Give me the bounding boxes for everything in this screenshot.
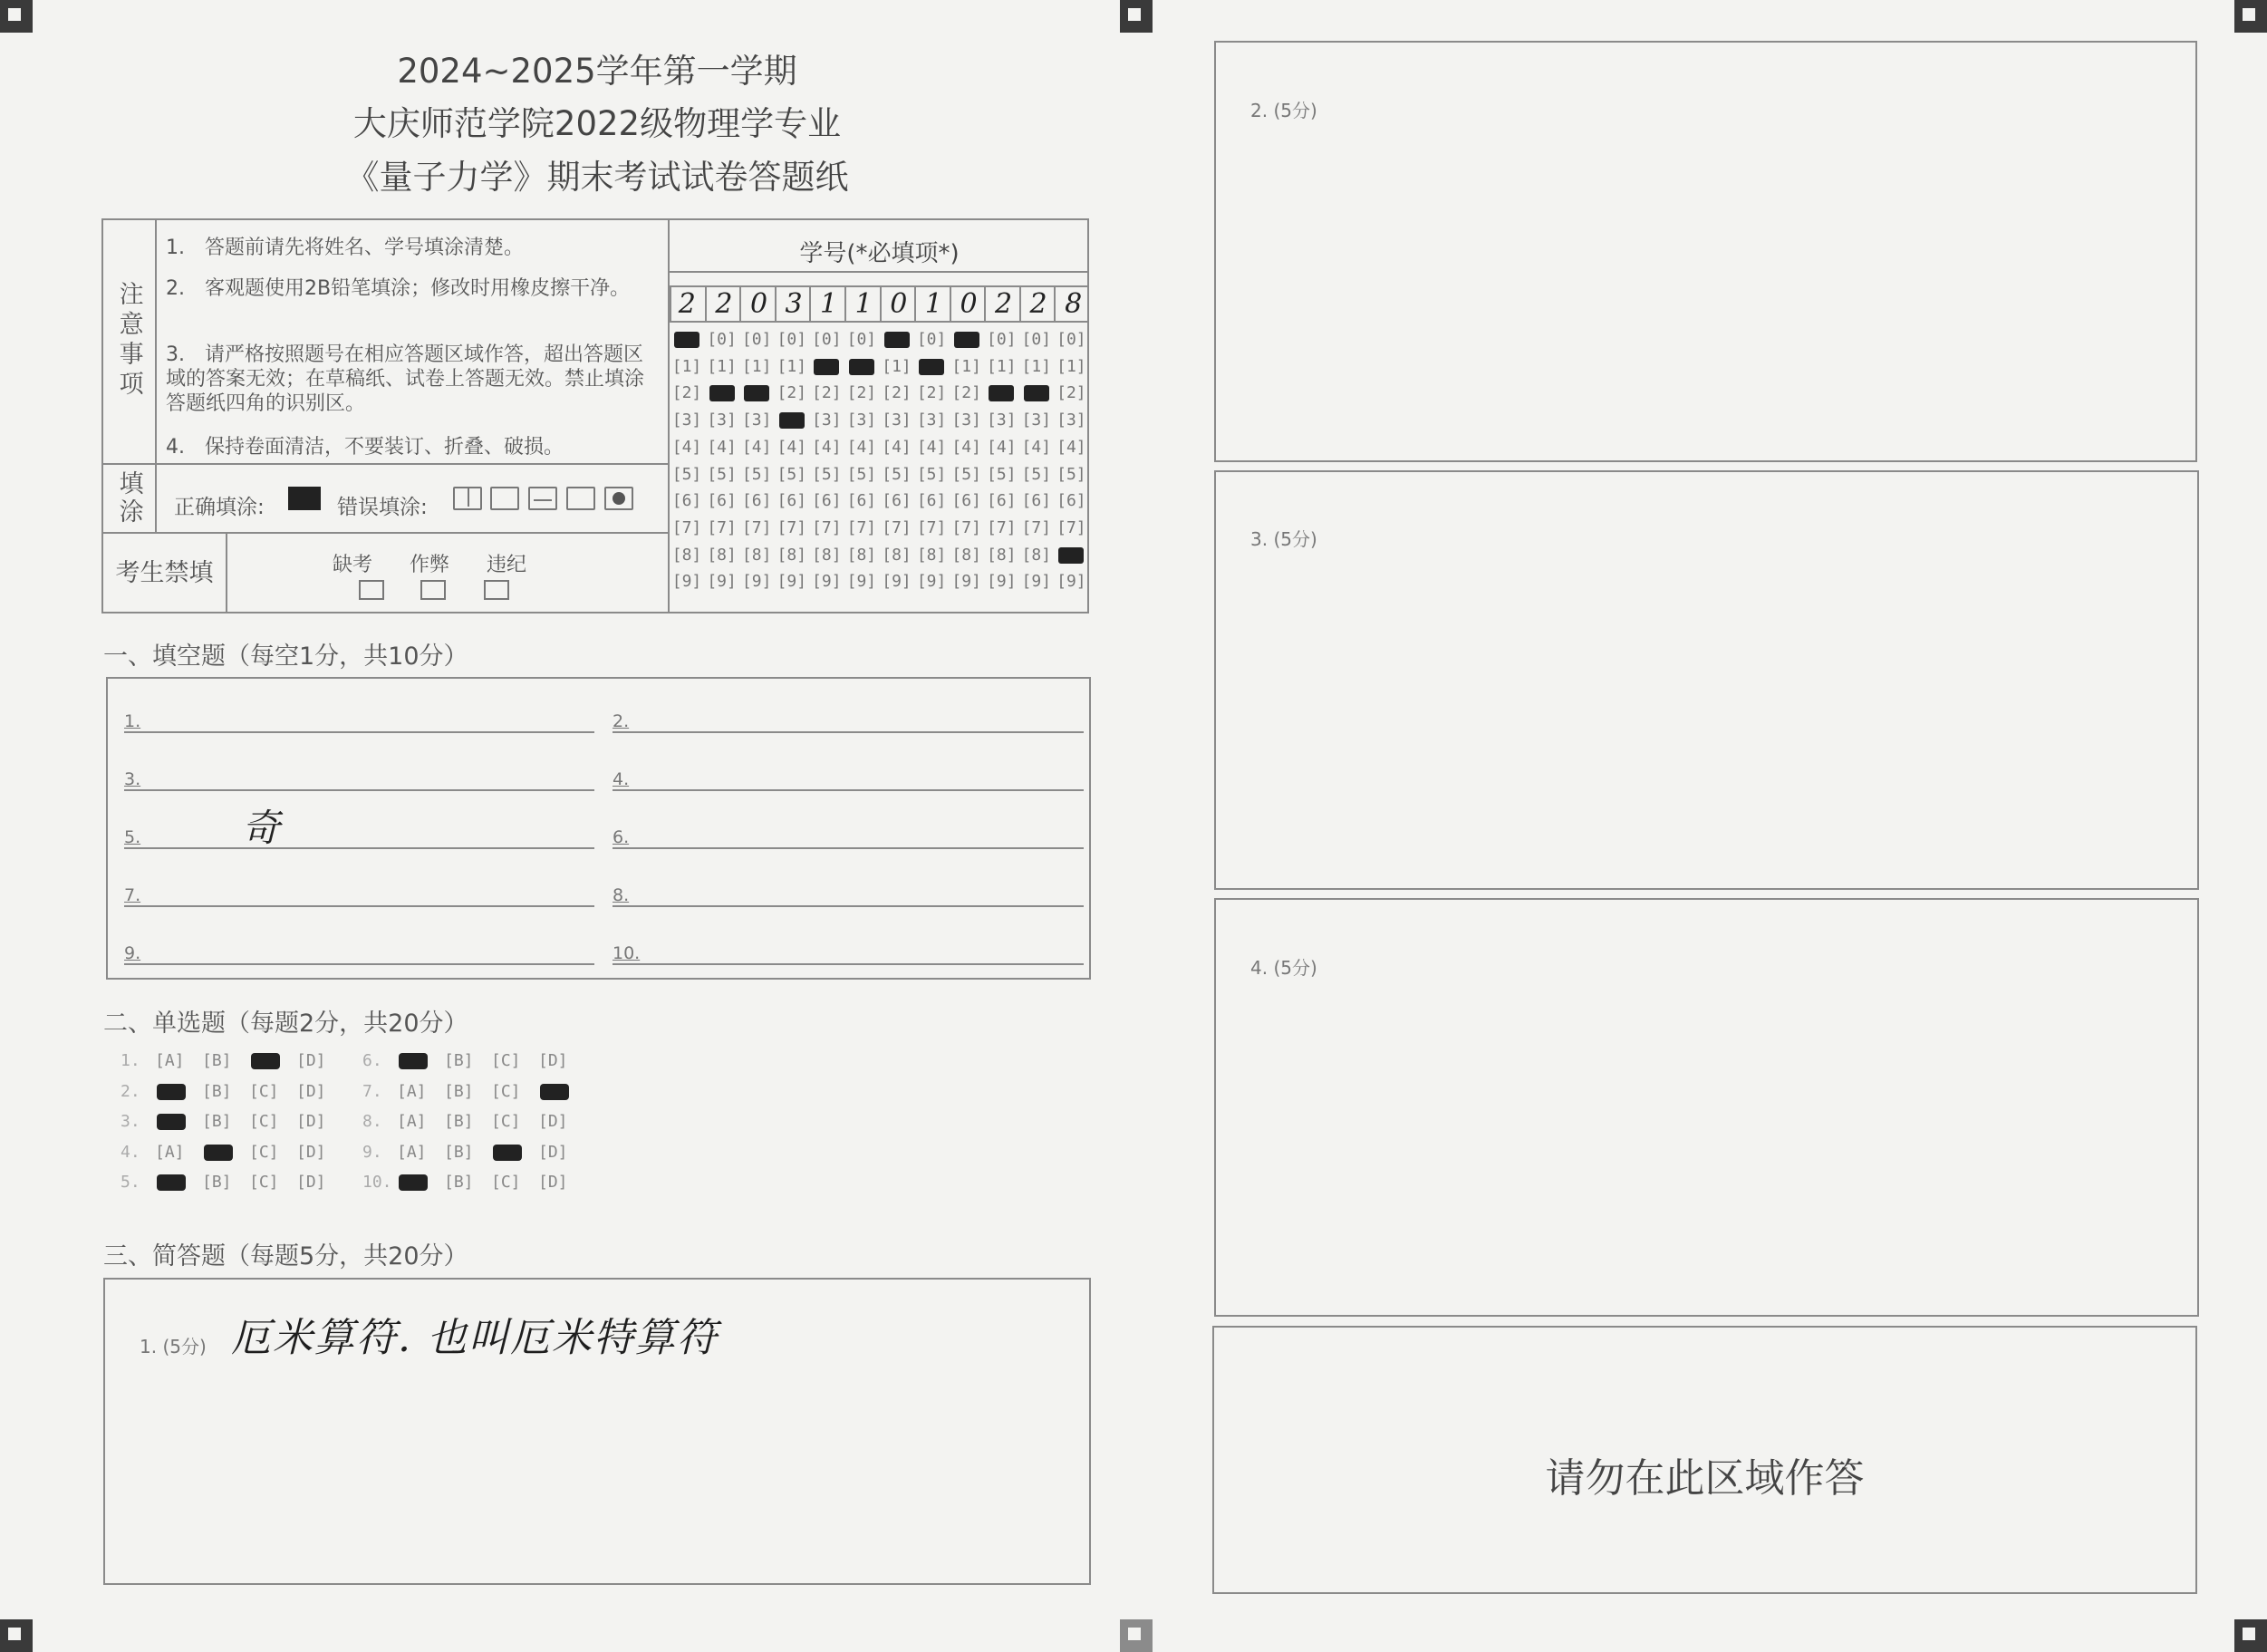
single-choice-option[interactable]: [C] [491, 1173, 521, 1192]
header-exam-title: 《量子力学》期末考试试卷答题纸 [345, 158, 849, 197]
forbidden-violation-label: 违纪 [487, 554, 527, 576]
fill-blank-line[interactable] [613, 876, 1084, 907]
wrong-sample-dot-mark [613, 492, 625, 505]
student-id-bubble[interactable]: [8] [987, 545, 1017, 565]
student-id-bubble[interactable]: [8] [882, 545, 912, 565]
notice-item-3: 3. 请严格按照题号在相应答题区域作答，超出答题区域的答案无效；在草稿纸、试卷上答题无效。禁止填涂答题纸四角的识别区。 [166, 343, 645, 415]
student-id-bubble[interactable]: [4] [812, 437, 842, 457]
single-choice-option[interactable]: [B] [202, 1112, 232, 1131]
single-choice-option-filled[interactable] [397, 1172, 444, 1193]
single-choice-row [121, 1142, 343, 1164]
student-id-digit: 2 [984, 286, 1021, 322]
student-id-title-rule [670, 271, 1089, 273]
student-id-bubble[interactable]: [2] [1056, 383, 1086, 403]
student-id-bubble[interactable]: [5] [916, 464, 947, 484]
student-id-bubble[interactable]: [2] [846, 383, 877, 403]
student-id-bubble[interactable]: [6] [741, 491, 772, 511]
fill-blank-line[interactable] [124, 934, 594, 965]
single-choice-option-filled[interactable] [202, 1142, 249, 1164]
single-choice-number: 3. [121, 1112, 140, 1131]
student-id-bubble[interactable]: [3] [707, 411, 737, 430]
student-id-bubble[interactable]: [5] [812, 464, 842, 484]
corner-marker-bottom-middle [1120, 1619, 1153, 1652]
student-id-bubble[interactable]: [4] [882, 437, 912, 457]
short-answer-3-label: 3. (5分) [1250, 528, 1317, 550]
student-id-bubble[interactable]: [4] [951, 437, 981, 457]
forbidden-label: 考生禁填 [115, 558, 214, 587]
single-choice-number: 8. [362, 1112, 382, 1131]
student-id-bubble[interactable]: [9] [916, 572, 947, 592]
short-answer-box-3 [1214, 470, 2199, 890]
single-choice-row [121, 1050, 343, 1072]
single-choice-option-filled[interactable] [155, 1172, 202, 1193]
student-id-bubble[interactable]: [0] [707, 330, 737, 349]
student-id-bubble[interactable]: [7] [1056, 517, 1086, 537]
student-id-bubble[interactable]: [1] [741, 356, 772, 376]
fill-blank-line[interactable] [613, 818, 1084, 849]
notice-label [101, 218, 155, 463]
notice-label-divider [155, 218, 157, 532]
student-id-bubble[interactable]: [7] [987, 517, 1017, 537]
forbidden-absent-label: 缺考 [333, 554, 373, 576]
fill-blank-number: 8. [613, 885, 630, 905]
fill-blank-line[interactable] [613, 760, 1084, 791]
forbidden-label-divider [226, 532, 227, 613]
notice-item-1: 1. 答题前请先将姓名、学号填涂清楚。 [166, 237, 524, 259]
short-answer-1-label: 1. (5分) [140, 1336, 207, 1357]
student-id-bubble[interactable]: [0] [1021, 330, 1052, 349]
notice-row-divider-1 [101, 463, 669, 465]
single-choice-option[interactable]: [D] [296, 1081, 326, 1101]
single-choice-option[interactable]: [D] [296, 1112, 326, 1131]
fill-blank-line[interactable] [613, 934, 1084, 965]
student-id-bubble[interactable]: [0] [741, 330, 772, 349]
student-id-bubble-filled[interactable] [707, 383, 738, 403]
student-id-bubble-filled[interactable] [1056, 546, 1086, 565]
single-choice-option[interactable]: [D] [296, 1142, 326, 1162]
student-id-digit: 3 [775, 286, 812, 322]
wrong-sample-dash [528, 487, 557, 510]
student-id-bubble[interactable]: [6] [1056, 491, 1086, 511]
student-id-bubble[interactable]: [4] [707, 437, 737, 457]
fill-label [101, 465, 155, 532]
single-choice-option[interactable]: [A] [397, 1081, 427, 1101]
student-id-bubble[interactable]: [6] [987, 491, 1017, 511]
fill-blank-number: 4. [613, 769, 630, 789]
single-choice-number: 2. [121, 1081, 140, 1101]
student-id-bubble[interactable]: [4] [1021, 437, 1052, 457]
student-id-bubble[interactable]: [1] [1056, 356, 1086, 376]
student-id-bubble[interactable]: [7] [846, 517, 877, 537]
single-choice-option[interactable]: [C] [491, 1112, 521, 1131]
student-id-bubble[interactable]: [0] [812, 330, 842, 349]
student-id-bubble[interactable]: [9] [1056, 572, 1086, 592]
student-id-bubble[interactable]: [4] [916, 437, 947, 457]
student-id-bubble[interactable]: [0] [777, 330, 807, 349]
single-choice-number: 9. [362, 1142, 382, 1162]
student-id-bubble-filled[interactable] [986, 383, 1017, 403]
student-id-bubble[interactable]: [9] [777, 572, 807, 592]
fill-label-text: 填涂 [114, 470, 143, 527]
student-id-bubble[interactable]: [7] [916, 517, 947, 537]
notice-item-2: 2. 客观题使用2B铅笔填涂；修改时用橡皮擦干净。 [166, 277, 631, 300]
single-choice-row [362, 1081, 585, 1103]
short-answer-1-response: 厄米算符. 也叫厄米特算符 [231, 1315, 719, 1361]
fill-blank-number: 9. [124, 943, 141, 963]
single-choice-option-filled[interactable] [397, 1050, 444, 1072]
student-id-bubble[interactable]: [9] [707, 572, 737, 592]
student-id-bubble[interactable]: [8] [671, 545, 702, 565]
student-id-bubble[interactable]: [3] [1056, 411, 1086, 430]
single-choice-number: 1. [121, 1051, 140, 1070]
student-id-bubble[interactable]: [6] [882, 491, 912, 511]
student-id-bubble[interactable]: [9] [671, 572, 702, 592]
student-id-bubble[interactable]: [6] [846, 491, 877, 511]
student-id-bubble[interactable]: [0] [987, 330, 1017, 349]
wrong-sample-cross-mark [468, 488, 469, 507]
student-id-bubble[interactable]: [5] [846, 464, 877, 484]
student-id-bubble[interactable]: [2] [916, 383, 947, 403]
student-id-digit: 0 [880, 286, 917, 322]
student-id-bubble[interactable]: [5] [1021, 464, 1052, 484]
student-id-digit: 8 [1054, 286, 1091, 322]
single-choice-option[interactable]: [C] [491, 1051, 521, 1070]
student-id-bubble-filled[interactable] [951, 330, 982, 350]
fill-blank-number: 6. [613, 827, 630, 847]
corner-marker-bottom-left [0, 1619, 33, 1652]
student-id-bubble[interactable]: [9] [882, 572, 912, 592]
student-id-bubble[interactable]: [1] [777, 356, 807, 376]
student-id-bubble[interactable]: [7] [707, 517, 737, 537]
student-id-bubble[interactable]: [8] [777, 545, 807, 565]
wrong-sample-half [566, 487, 595, 510]
student-id-bubble[interactable]: [3] [882, 411, 912, 430]
student-id-digit: 1 [809, 286, 846, 322]
single-choice-option[interactable]: [B] [444, 1142, 474, 1162]
student-id-bubble[interactable]: [6] [916, 491, 947, 511]
student-id-bubble[interactable]: [7] [671, 517, 702, 537]
student-id-bubble[interactable]: [4] [741, 437, 772, 457]
single-choice-option[interactable]: [D] [538, 1142, 568, 1162]
wrong-sample-cross [490, 487, 519, 510]
student-id-bubble[interactable]: [8] [846, 545, 877, 565]
student-id-bubble-filled[interactable] [916, 357, 947, 377]
single-choice-row [362, 1050, 585, 1072]
student-id-bubble[interactable]: [5] [987, 464, 1017, 484]
single-choice-row [121, 1081, 343, 1103]
fill-blank-number: 5. [124, 827, 141, 847]
notice-item-4: 4. 保持卷面清洁，不要装订、折叠、破损。 [166, 436, 564, 459]
single-choice-number: 10. [362, 1173, 392, 1192]
single-choice-option[interactable]: [D] [296, 1173, 326, 1192]
student-id-bubble[interactable]: [9] [1021, 572, 1052, 592]
fill-correct-sample [288, 487, 321, 510]
single-choice-row [362, 1172, 585, 1193]
notice-label-text: 注意事项 [114, 281, 143, 401]
student-id-bubble[interactable]: [4] [1056, 437, 1086, 457]
single-choice-number: 4. [121, 1142, 140, 1162]
student-id-bubble[interactable]: [7] [882, 517, 912, 537]
student-id-digit: 2 [678, 288, 696, 320]
student-id-digit: 1 [914, 286, 951, 322]
corner-marker-top-right [2234, 0, 2267, 33]
single-choice-option[interactable]: [B] [444, 1112, 474, 1131]
student-id-bubble[interactable]: [2] [951, 383, 981, 403]
fill-blank-line[interactable] [124, 702, 594, 733]
forbidden-absent-box[interactable] [359, 580, 384, 600]
student-id-digit: 1 [844, 286, 882, 322]
short-answer-2-label: 2. (5分) [1250, 100, 1317, 121]
single-choice-option[interactable]: [B] [202, 1081, 232, 1101]
student-id-bubble[interactable]: [7] [951, 517, 981, 537]
fill-blank-line[interactable] [124, 876, 594, 907]
single-choice-option[interactable]: [D] [538, 1112, 568, 1131]
student-id-bubble[interactable]: [2] [882, 383, 912, 403]
student-id-bubble[interactable]: [9] [812, 572, 842, 592]
forbidden-violation-box[interactable] [484, 580, 509, 600]
student-id-bubble[interactable]: [9] [741, 572, 772, 592]
student-id-bubble[interactable]: [3] [671, 411, 702, 430]
wrong-sample-dash-mark [534, 499, 552, 501]
notice-center-divider [668, 218, 670, 613]
student-id-bubble[interactable]: [9] [987, 572, 1017, 592]
student-id-bubble[interactable]: [0] [1056, 330, 1086, 349]
single-choice-option[interactable]: [B] [202, 1051, 232, 1070]
student-id-digit: 0 [950, 286, 987, 322]
single-choice-option-filled[interactable] [538, 1081, 585, 1103]
student-id-bubble[interactable]: [5] [951, 464, 981, 484]
student-id-bubble[interactable]: [1] [987, 356, 1017, 376]
single-choice-heading: 二、单选题（每题2分，共20分） [103, 1010, 468, 1038]
student-id-bubble[interactable]: [1] [882, 356, 912, 376]
student-id-bubble[interactable]: [6] [951, 491, 981, 511]
student-id-bubble[interactable]: [5] [777, 464, 807, 484]
student-id-bubble[interactable]: [1] [707, 356, 737, 376]
no-answer-zone-text: 请勿在此区域作答 [1545, 1455, 1865, 1502]
single-choice-row [121, 1111, 343, 1133]
short-answer-box-4 [1214, 898, 2199, 1317]
student-id-bubble[interactable]: [1] [1021, 356, 1052, 376]
student-id-bubble[interactable]: [8] [916, 545, 947, 565]
student-id-bubble[interactable]: [9] [951, 572, 981, 592]
fill-blank-answer: 奇 [242, 806, 281, 850]
student-id-bubble[interactable]: [3] [916, 411, 947, 430]
student-id-bubble-filled[interactable] [777, 411, 807, 430]
student-id-bubble[interactable]: [4] [987, 437, 1017, 457]
student-id-bubble[interactable]: [5] [882, 464, 912, 484]
student-id-bubble[interactable]: [2] [812, 383, 842, 403]
header-class: 大庆师范学院2022级物理学专业 [352, 104, 842, 143]
student-id-bubble[interactable]: [3] [987, 411, 1017, 430]
student-id-bubble-filled[interactable] [846, 357, 877, 377]
single-choice-row [362, 1111, 585, 1133]
single-choice-option[interactable]: [D] [538, 1051, 568, 1070]
single-choice-option[interactable]: [B] [202, 1173, 232, 1192]
student-id-bubble[interactable]: [8] [741, 545, 772, 565]
student-id-bubble-filled[interactable] [671, 330, 702, 350]
forbidden-cheat-label: 作弊 [410, 554, 450, 576]
student-id-bubble[interactable]: [5] [1056, 464, 1086, 484]
student-id-bubble[interactable]: [5] [671, 464, 702, 484]
single-choice-option[interactable]: [C] [491, 1081, 521, 1101]
single-choice-option[interactable]: [B] [444, 1081, 474, 1101]
student-id-bubble[interactable]: [6] [1021, 491, 1052, 511]
student-id-bubble[interactable]: [1] [671, 356, 702, 376]
student-id-bubble[interactable]: [4] [777, 437, 807, 457]
fill-wrong-label: 错误填涂: [337, 496, 428, 519]
student-id-bubble[interactable]: [0] [846, 330, 877, 349]
student-id-title: 学号(*必填项*) [799, 240, 960, 267]
single-choice-option[interactable]: [C] [249, 1112, 279, 1131]
student-id-bubble[interactable]: [8] [951, 545, 981, 565]
student-id-digit: 0 [739, 286, 777, 322]
corner-marker-top-left [0, 0, 33, 33]
corner-marker-bottom-right [2234, 1619, 2267, 1652]
fill-blank-line[interactable] [124, 806, 594, 850]
student-id-bubble[interactable]: [8] [812, 545, 842, 565]
single-choice-option-filled[interactable] [249, 1050, 296, 1072]
student-id-bubble[interactable]: [8] [707, 545, 737, 565]
student-id-bubble[interactable]: [5] [707, 464, 737, 484]
single-choice-option[interactable]: [C] [249, 1173, 279, 1192]
student-id-bubble[interactable]: [3] [951, 411, 981, 430]
single-choice-option[interactable]: [C] [249, 1142, 279, 1162]
student-id-bubble[interactable]: [7] [812, 517, 842, 537]
single-choice-option[interactable]: [A] [155, 1142, 185, 1162]
student-id-bubble-filled[interactable] [1021, 383, 1052, 403]
student-id-bubble[interactable]: [6] [671, 491, 702, 511]
single-choice-option[interactable]: [A] [397, 1112, 427, 1131]
student-id-bubble[interactable]: [0] [916, 330, 947, 349]
single-choice-option[interactable]: [B] [444, 1173, 474, 1192]
short-answer-box-2 [1214, 41, 2197, 462]
student-id-bubble[interactable]: [3] [1021, 411, 1052, 430]
single-choice-option-filled[interactable] [491, 1142, 538, 1164]
student-id-bubble[interactable]: [2] [777, 383, 807, 403]
student-id-bubble[interactable]: [6] [812, 491, 842, 511]
fill-blank-number: 7. [124, 885, 141, 905]
single-choice-option-filled[interactable] [155, 1081, 202, 1103]
single-choice-option[interactable]: [C] [249, 1081, 279, 1101]
single-choice-option-filled[interactable] [155, 1111, 202, 1133]
short-answer-heading: 三、简答题（每题5分，共20分） [103, 1242, 468, 1270]
student-id-bubble[interactable]: [3] [846, 411, 877, 430]
single-choice-number: 7. [362, 1081, 382, 1101]
student-id-digit: 2 [1019, 286, 1056, 322]
student-id-bubble[interactable]: [4] [671, 437, 702, 457]
student-id-bubble[interactable]: [7] [777, 517, 807, 537]
single-choice-option[interactable]: [A] [155, 1051, 185, 1070]
student-id-bubble-filled[interactable] [882, 330, 912, 350]
student-id-bubble[interactable]: [8] [1021, 545, 1052, 565]
corner-marker-top-middle [1120, 0, 1153, 33]
header-term: 2024~2025学年第一学期 [397, 52, 797, 91]
fill-correct-label: 正确填涂: [174, 496, 265, 519]
fill-blank-line[interactable] [613, 702, 1084, 733]
single-choice-option[interactable]: [B] [444, 1051, 474, 1070]
student-id-bubble[interactable]: [2] [671, 383, 702, 403]
single-choice-option[interactable]: [D] [296, 1051, 326, 1070]
fill-blank-number: 2. [613, 711, 630, 731]
fill-blank-number: 3. [124, 769, 141, 789]
fill-blank-number: 1. [124, 711, 141, 731]
single-choice-number: 5. [121, 1173, 140, 1192]
student-id-bubble[interactable]: [5] [741, 464, 772, 484]
student-id-bubble[interactable]: [9] [846, 572, 877, 592]
single-choice-option[interactable]: [A] [397, 1142, 427, 1162]
student-id-bubble[interactable]: [3] [812, 411, 842, 430]
single-choice-option[interactable]: [D] [538, 1173, 568, 1192]
short-answer-4-label: 4. (5分) [1250, 957, 1317, 979]
fill-blank-line[interactable] [124, 760, 594, 791]
student-id-digit: 2 [705, 286, 742, 322]
student-id-bubble[interactable]: [6] [707, 491, 737, 511]
student-id-bubble[interactable]: [6] [777, 491, 807, 511]
forbidden-cheat-box[interactable] [420, 580, 446, 600]
student-id-bubble-filled[interactable] [811, 357, 842, 377]
student-id-bubble[interactable]: [3] [741, 411, 772, 430]
student-id-bubble-filled[interactable] [741, 383, 772, 403]
single-choice-row [121, 1172, 343, 1193]
student-id-bubble[interactable]: [4] [846, 437, 877, 457]
single-choice-row [362, 1142, 585, 1164]
student-id-bubble[interactable]: [7] [741, 517, 772, 537]
student-id-bubble[interactable]: [1] [951, 356, 981, 376]
student-id-bubble[interactable]: [7] [1021, 517, 1052, 537]
single-choice-number: 6. [362, 1051, 382, 1070]
fill-blank-heading: 一、填空题（每空1分，共10分） [103, 642, 468, 671]
fill-blank-number: 10. [613, 943, 641, 963]
